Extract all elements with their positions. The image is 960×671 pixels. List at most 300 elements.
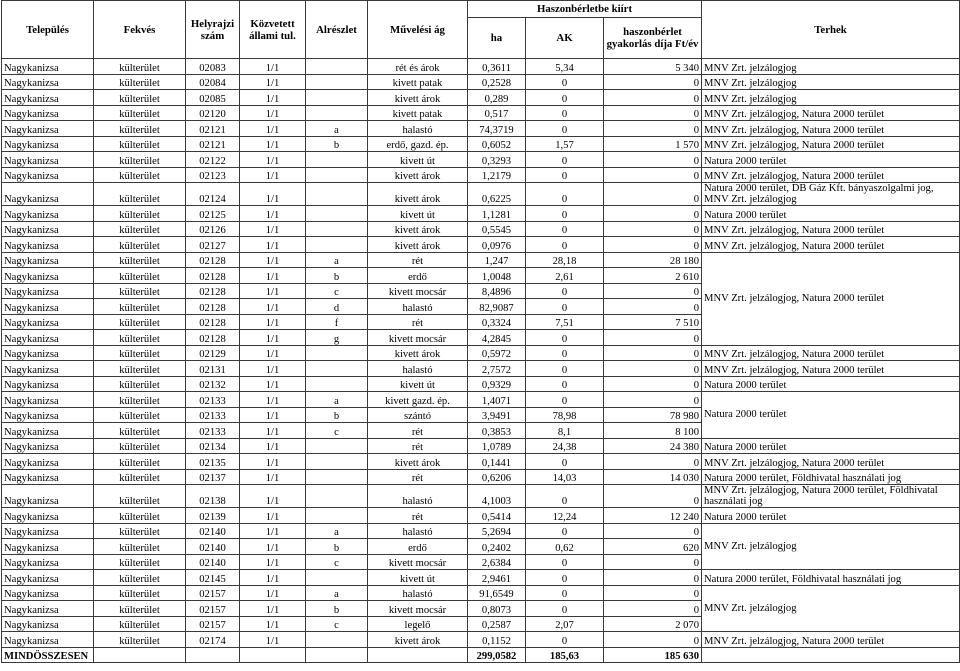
cell-dij: 0 xyxy=(604,283,702,299)
cell-muvelesi-ag: kivett út xyxy=(368,152,468,168)
cell-fekves: külterület xyxy=(94,570,186,586)
cell-ak: 0 xyxy=(526,392,604,408)
table-row xyxy=(2,74,960,90)
cell-telepules: Nagykanizsa xyxy=(2,554,94,570)
cell-fekves: külterület xyxy=(94,554,186,570)
cell-terhek: Natura 2000 terület xyxy=(702,508,960,524)
cell-kozvetett: 1/1 xyxy=(240,252,306,268)
cell-dij: 0 xyxy=(604,90,702,106)
cell-kozvetett: 1/1 xyxy=(240,221,306,237)
cell-telepules: Nagykanizsa xyxy=(2,454,94,470)
cell-muvelesi-ag: kivett árok xyxy=(368,454,468,470)
cell-telepules: Nagykanizsa xyxy=(2,469,94,485)
cell-hrsz: 02128 xyxy=(186,330,240,346)
cell-fekves: külterület xyxy=(94,454,186,470)
cell-kozvetett: 1/1 xyxy=(240,90,306,106)
cell-dij: 0 xyxy=(604,485,702,508)
cell-ha: 2,9461 xyxy=(468,570,526,586)
cell-alreszlet xyxy=(306,237,368,253)
cell-ak: 8,1 xyxy=(526,423,604,439)
total-empty-cell xyxy=(306,647,368,663)
cell-fekves: külterület xyxy=(94,523,186,539)
cell-telepules: Nagykanizsa xyxy=(2,252,94,268)
cell-terhek: MNV Zrt. jelzálogjog xyxy=(702,74,960,90)
cell-fekves: külterület xyxy=(94,314,186,330)
table-row xyxy=(2,508,960,524)
cell-muvelesi-ag: kivett árok xyxy=(368,183,468,206)
cell-dij: 0 xyxy=(604,601,702,617)
header-ha: ha xyxy=(468,18,526,59)
cell-hrsz: 02124 xyxy=(186,183,240,206)
cell-terhek: MNV Zrt. jelzálogjog, Natura 2000 terület xyxy=(702,252,960,345)
cell-hrsz: 02157 xyxy=(186,585,240,601)
cell-ak: 0 xyxy=(526,485,604,508)
cell-fekves: külterület xyxy=(94,152,186,168)
cell-alreszlet: c xyxy=(306,616,368,632)
cell-kozvetett: 1/1 xyxy=(240,283,306,299)
cell-hrsz: 02128 xyxy=(186,314,240,330)
cell-ak: 24,38 xyxy=(526,438,604,454)
cell-ha: 0,5414 xyxy=(468,508,526,524)
cell-ha: 1,0048 xyxy=(468,268,526,284)
cell-muvelesi-ag: rét xyxy=(368,314,468,330)
cell-dij: 2 070 xyxy=(604,616,702,632)
cell-terhek: MNV Zrt. jelzálogjog xyxy=(702,523,960,570)
cell-kozvetett: 1/1 xyxy=(240,438,306,454)
cell-ak: 2,07 xyxy=(526,616,604,632)
cell-alreszlet xyxy=(306,632,368,648)
cell-ha: 0,1152 xyxy=(468,632,526,648)
cell-fekves: külterület xyxy=(94,508,186,524)
cell-kozvetett: 1/1 xyxy=(240,268,306,284)
cell-ha: 0,6052 xyxy=(468,136,526,152)
cell-muvelesi-ag: rét xyxy=(368,438,468,454)
table-row xyxy=(2,59,960,75)
cell-muvelesi-ag: kivett mocsár xyxy=(368,601,468,617)
cell-telepules: Nagykanizsa xyxy=(2,59,94,75)
cell-dij: 0 xyxy=(604,454,702,470)
cell-alreszlet: a xyxy=(306,121,368,137)
cell-terhek: MNV Zrt. jelzálogjog, Natura 2000 terület xyxy=(702,105,960,121)
cell-ha: 0,5545 xyxy=(468,221,526,237)
table-row xyxy=(2,252,960,268)
cell-hrsz: 02140 xyxy=(186,539,240,555)
cell-hrsz: 02122 xyxy=(186,152,240,168)
cell-ha: 0,5972 xyxy=(468,345,526,361)
header-row xyxy=(2,1,960,18)
cell-muvelesi-ag: erdő xyxy=(368,268,468,284)
cell-kozvetett: 1/1 xyxy=(240,523,306,539)
cell-kozvetett: 1/1 xyxy=(240,167,306,183)
cell-ak: 0 xyxy=(526,376,604,392)
cell-muvelesi-ag: szántó xyxy=(368,407,468,423)
cell-ha: 0,2587 xyxy=(468,616,526,632)
cell-telepules: Nagykanizsa xyxy=(2,570,94,586)
cell-muvelesi-ag: kivett árok xyxy=(368,632,468,648)
cell-hrsz: 02121 xyxy=(186,136,240,152)
cell-hrsz: 02145 xyxy=(186,570,240,586)
cell-alreszlet: c xyxy=(306,554,368,570)
cell-hrsz: 02133 xyxy=(186,407,240,423)
cell-fekves: külterület xyxy=(94,376,186,392)
cell-hrsz: 02121 xyxy=(186,121,240,137)
cell-telepules: Nagykanizsa xyxy=(2,423,94,439)
cell-muvelesi-ag: erdő xyxy=(368,539,468,555)
cell-ha: 82,9087 xyxy=(468,299,526,315)
cell-fekves: külterület xyxy=(94,330,186,346)
total-empty-cell xyxy=(186,647,240,663)
table-row xyxy=(2,361,960,377)
cell-fekves: külterület xyxy=(94,221,186,237)
cell-kozvetett: 1/1 xyxy=(240,407,306,423)
cell-alreszlet: b xyxy=(306,601,368,617)
cell-ak: 7,51 xyxy=(526,314,604,330)
cell-alreszlet xyxy=(306,570,368,586)
cell-ak: 28,18 xyxy=(526,252,604,268)
cell-fekves: külterület xyxy=(94,105,186,121)
table-row xyxy=(2,167,960,183)
cell-fekves: külterület xyxy=(94,392,186,408)
cell-ak: 0 xyxy=(526,299,604,315)
cell-telepules: Nagykanizsa xyxy=(2,345,94,361)
cell-dij: 0 xyxy=(604,376,702,392)
total-dij: 185 630 xyxy=(604,647,702,663)
cell-ha: 0,9329 xyxy=(468,376,526,392)
cell-muvelesi-ag: kivett mocsár xyxy=(368,330,468,346)
cell-muvelesi-ag: kivett út xyxy=(368,376,468,392)
cell-ak: 0 xyxy=(526,167,604,183)
table-row xyxy=(2,136,960,152)
cell-fekves: külterület xyxy=(94,183,186,206)
cell-dij: 0 xyxy=(604,299,702,315)
cell-telepules: Nagykanizsa xyxy=(2,283,94,299)
header-terhek: Terhek xyxy=(702,1,960,59)
cell-fekves: külterület xyxy=(94,121,186,137)
cell-ak: 0 xyxy=(526,570,604,586)
cell-alreszlet: b xyxy=(306,539,368,555)
cell-alreszlet xyxy=(306,376,368,392)
cell-terhek: MNV Zrt. jelzálogjog, Natura 2000 terület xyxy=(702,136,960,152)
cell-ha: 0,2402 xyxy=(468,539,526,555)
cell-ak: 0 xyxy=(526,554,604,570)
cell-kozvetett: 1/1 xyxy=(240,105,306,121)
cell-ha: 0,3324 xyxy=(468,314,526,330)
cell-fekves: külterület xyxy=(94,167,186,183)
cell-alreszlet xyxy=(306,469,368,485)
cell-telepules: Nagykanizsa xyxy=(2,616,94,632)
cell-ha: 2,7572 xyxy=(468,361,526,377)
cell-ha: 0,0976 xyxy=(468,237,526,253)
cell-dij: 12 240 xyxy=(604,508,702,524)
total-ha: 299,0582 xyxy=(468,647,526,663)
cell-ak: 14,03 xyxy=(526,469,604,485)
cell-kozvetett: 1/1 xyxy=(240,237,306,253)
cell-ak: 0 xyxy=(526,152,604,168)
cell-dij: 0 xyxy=(604,585,702,601)
cell-alreszlet: a xyxy=(306,523,368,539)
cell-ak: 0 xyxy=(526,221,604,237)
cell-kozvetett: 1/1 xyxy=(240,152,306,168)
cell-muvelesi-ag: kivett út xyxy=(368,206,468,222)
cell-dij: 0 xyxy=(604,237,702,253)
cell-fekves: külterület xyxy=(94,469,186,485)
cell-terhek: Natura 2000 terület xyxy=(702,376,960,392)
cell-ha: 0,289 xyxy=(468,90,526,106)
cell-telepules: Nagykanizsa xyxy=(2,376,94,392)
cell-muvelesi-ag: kivett mocsár xyxy=(368,283,468,299)
cell-fekves: külterület xyxy=(94,206,186,222)
cell-ha: 8,4896 xyxy=(468,283,526,299)
cell-fekves: külterület xyxy=(94,632,186,648)
cell-muvelesi-ag: erdő, gazd. ép. xyxy=(368,136,468,152)
cell-alreszlet xyxy=(306,152,368,168)
cell-dij: 0 xyxy=(604,554,702,570)
table-body xyxy=(2,59,960,648)
cell-fekves: külterület xyxy=(94,74,186,90)
cell-alreszlet xyxy=(306,454,368,470)
table-header xyxy=(2,1,960,59)
cell-dij: 2 610 xyxy=(604,268,702,284)
cell-ak: 0 xyxy=(526,283,604,299)
cell-terhek: MNV Zrt. jelzálogjog, Natura 2000 terület xyxy=(702,632,960,648)
cell-hrsz: 02084 xyxy=(186,74,240,90)
cell-hrsz: 02127 xyxy=(186,237,240,253)
cell-fekves: külterület xyxy=(94,438,186,454)
cell-terhek: MNV Zrt. jelzálogjog, Natura 2000 terület xyxy=(702,345,960,361)
cell-kozvetett: 1/1 xyxy=(240,314,306,330)
cell-kozvetett: 1/1 xyxy=(240,136,306,152)
cell-muvelesi-ag: halastó xyxy=(368,585,468,601)
cell-alreszlet: b xyxy=(306,407,368,423)
cell-dij: 0 xyxy=(604,330,702,346)
cell-dij: 28 180 xyxy=(604,252,702,268)
cell-kozvetett: 1/1 xyxy=(240,121,306,137)
parcel-table xyxy=(1,0,960,663)
cell-alreszlet xyxy=(306,183,368,206)
cell-telepules: Nagykanizsa xyxy=(2,392,94,408)
header-kozvetett-allami-tul: Közvetett állami tul. xyxy=(240,1,306,59)
cell-kozvetett: 1/1 xyxy=(240,183,306,206)
cell-muvelesi-ag: kivett árok xyxy=(368,90,468,106)
cell-muvelesi-ag: kivett árok xyxy=(368,237,468,253)
cell-terhek: MNV Zrt. jelzálogjog, Natura 2000 terület xyxy=(702,237,960,253)
cell-ha: 74,3719 xyxy=(468,121,526,137)
cell-hrsz: 02128 xyxy=(186,283,240,299)
cell-alreszlet xyxy=(306,167,368,183)
cell-telepules: Nagykanizsa xyxy=(2,407,94,423)
cell-muvelesi-ag: kivett gazd. ép. xyxy=(368,392,468,408)
table-row xyxy=(2,121,960,137)
cell-kozvetett: 1/1 xyxy=(240,485,306,508)
table-row xyxy=(2,469,960,485)
header-telepules: Település xyxy=(2,1,94,59)
cell-telepules: Nagykanizsa xyxy=(2,221,94,237)
cell-fekves: külterület xyxy=(94,485,186,508)
cell-dij: 0 xyxy=(604,392,702,408)
cell-kozvetett: 1/1 xyxy=(240,601,306,617)
cell-hrsz: 02157 xyxy=(186,601,240,617)
table-row xyxy=(2,392,960,408)
cell-ha: 1,2179 xyxy=(468,167,526,183)
cell-ha: 5,2694 xyxy=(468,523,526,539)
cell-muvelesi-ag: kivett árok xyxy=(368,345,468,361)
header-dij: haszonbérlet gyakorlás díja Ft/év xyxy=(604,18,702,59)
cell-fekves: külterület xyxy=(94,423,186,439)
cell-ak: 12,24 xyxy=(526,508,604,524)
cell-ak: 0,62 xyxy=(526,539,604,555)
cell-terhek: MNV Zrt. jelzálogjog xyxy=(702,59,960,75)
cell-terhek: Natura 2000 terület xyxy=(702,438,960,454)
cell-terhek: Natura 2000 terület xyxy=(702,152,960,168)
cell-hrsz: 02138 xyxy=(186,485,240,508)
cell-kozvetett: 1/1 xyxy=(240,632,306,648)
cell-alreszlet xyxy=(306,438,368,454)
cell-muvelesi-ag: kivett mocsár xyxy=(368,554,468,570)
cell-hrsz: 02133 xyxy=(186,423,240,439)
cell-kozvetett: 1/1 xyxy=(240,454,306,470)
cell-hrsz: 02157 xyxy=(186,616,240,632)
table-row xyxy=(2,438,960,454)
header-alreszlet: Alrészlet xyxy=(306,1,368,59)
cell-alreszlet: d xyxy=(306,299,368,315)
cell-dij: 0 xyxy=(604,632,702,648)
cell-muvelesi-ag: halastó xyxy=(368,485,468,508)
cell-alreszlet: g xyxy=(306,330,368,346)
table-row xyxy=(2,183,960,206)
cell-telepules: Nagykanizsa xyxy=(2,268,94,284)
cell-ha: 1,4071 xyxy=(468,392,526,408)
cell-muvelesi-ag: rét xyxy=(368,423,468,439)
cell-ak: 0 xyxy=(526,183,604,206)
cell-dij: 0 xyxy=(604,206,702,222)
cell-ak: 2,61 xyxy=(526,268,604,284)
table-row xyxy=(2,221,960,237)
cell-dij: 0 xyxy=(604,570,702,586)
cell-ak: 0 xyxy=(526,330,604,346)
cell-muvelesi-ag: rét xyxy=(368,252,468,268)
cell-telepules: Nagykanizsa xyxy=(2,314,94,330)
cell-fekves: külterület xyxy=(94,361,186,377)
table-row xyxy=(2,206,960,222)
cell-dij: 0 xyxy=(604,345,702,361)
cell-terhek: Natura 2000 terület xyxy=(702,392,960,439)
total-empty-cell xyxy=(702,647,960,663)
cell-terhek: MNV Zrt. jelzálogjog, Natura 2000 terület xyxy=(702,121,960,137)
cell-ha: 0,6225 xyxy=(468,183,526,206)
cell-terhek: MNV Zrt. jelzálogjog, Natura 2000 terület xyxy=(702,221,960,237)
table-row xyxy=(2,632,960,648)
cell-alreszlet xyxy=(306,105,368,121)
cell-terhek: Natura 2000 terület, Földhivatal használati jog xyxy=(702,570,960,586)
cell-muvelesi-ag: kivett árok xyxy=(368,167,468,183)
cell-kozvetett: 1/1 xyxy=(240,539,306,555)
cell-kozvetett: 1/1 xyxy=(240,376,306,392)
cell-alreszlet: b xyxy=(306,268,368,284)
cell-fekves: külterület xyxy=(94,299,186,315)
cell-terhek: MNV Zrt. jelzálogjog, Natura 2000 terület, Földhivatal használati jog xyxy=(702,485,960,508)
cell-dij: 0 xyxy=(604,121,702,137)
cell-ha: 0,3293 xyxy=(468,152,526,168)
cell-fekves: külterület xyxy=(94,136,186,152)
header-fekves: Fekvés xyxy=(94,1,186,59)
cell-hrsz: 02125 xyxy=(186,206,240,222)
cell-alreszlet xyxy=(306,345,368,361)
cell-ha: 1,247 xyxy=(468,252,526,268)
total-empty-cell xyxy=(368,647,468,663)
cell-telepules: Nagykanizsa xyxy=(2,152,94,168)
cell-muvelesi-ag: halastó xyxy=(368,299,468,315)
cell-terhek: MNV Zrt. jelzálogjog, Natura 2000 terület xyxy=(702,454,960,470)
cell-dij: 0 xyxy=(604,74,702,90)
cell-kozvetett: 1/1 xyxy=(240,423,306,439)
cell-alreszlet: a xyxy=(306,392,368,408)
cell-muvelesi-ag: rét és árok xyxy=(368,59,468,75)
cell-alreszlet xyxy=(306,485,368,508)
cell-telepules: Nagykanizsa xyxy=(2,136,94,152)
cell-fekves: külterület xyxy=(94,90,186,106)
cell-telepules: Nagykanizsa xyxy=(2,508,94,524)
cell-muvelesi-ag: rét xyxy=(368,508,468,524)
cell-alreszlet: c xyxy=(306,283,368,299)
cell-ha: 4,1003 xyxy=(468,485,526,508)
cell-telepules: Nagykanizsa xyxy=(2,90,94,106)
cell-ha: 0,8073 xyxy=(468,601,526,617)
table-row xyxy=(2,376,960,392)
cell-terhek: Natura 2000 terület, DB Gáz Kft. bányaszolgalmi jog, MNV Zrt. jelzálogjog xyxy=(702,183,960,206)
cell-hrsz: 02126 xyxy=(186,221,240,237)
cell-dij: 14 030 xyxy=(604,469,702,485)
cell-muvelesi-ag: rét xyxy=(368,469,468,485)
cell-ha: 1,0789 xyxy=(468,438,526,454)
total-empty-cell xyxy=(240,647,306,663)
cell-dij: 0 xyxy=(604,361,702,377)
cell-ha: 0,2528 xyxy=(468,74,526,90)
cell-ak: 0 xyxy=(526,601,604,617)
cell-dij: 0 xyxy=(604,167,702,183)
total-row xyxy=(2,647,960,663)
cell-hrsz: 02140 xyxy=(186,554,240,570)
cell-ha: 91,6549 xyxy=(468,585,526,601)
cell-muvelesi-ag: legelő xyxy=(368,616,468,632)
table-row xyxy=(2,237,960,253)
cell-hrsz: 02131 xyxy=(186,361,240,377)
cell-alreszlet: a xyxy=(306,252,368,268)
cell-dij: 8 100 xyxy=(604,423,702,439)
cell-dij: 1 570 xyxy=(604,136,702,152)
cell-kozvetett: 1/1 xyxy=(240,392,306,408)
cell-ha: 0,517 xyxy=(468,105,526,121)
cell-hrsz: 02120 xyxy=(186,105,240,121)
cell-hrsz: 02140 xyxy=(186,523,240,539)
cell-muvelesi-ag: halastó xyxy=(368,121,468,137)
cell-terhek: MNV Zrt. jelzálogjog xyxy=(702,90,960,106)
header-helyrajzi-szam: Helyrajzi szám xyxy=(186,1,240,59)
header-ak: AK xyxy=(526,18,604,59)
cell-telepules: Nagykanizsa xyxy=(2,485,94,508)
cell-kozvetett: 1/1 xyxy=(240,508,306,524)
cell-ha: 3,9491 xyxy=(468,407,526,423)
header-muvelesi-ag: Művelési ág xyxy=(368,1,468,59)
cell-hrsz: 02128 xyxy=(186,252,240,268)
cell-alreszlet: a xyxy=(306,585,368,601)
cell-alreszlet xyxy=(306,59,368,75)
table-row xyxy=(2,523,960,539)
table-row xyxy=(2,345,960,361)
cell-kozvetett: 1/1 xyxy=(240,361,306,377)
cell-ak: 0 xyxy=(526,585,604,601)
cell-ak: 0 xyxy=(526,454,604,470)
cell-hrsz: 02174 xyxy=(186,632,240,648)
